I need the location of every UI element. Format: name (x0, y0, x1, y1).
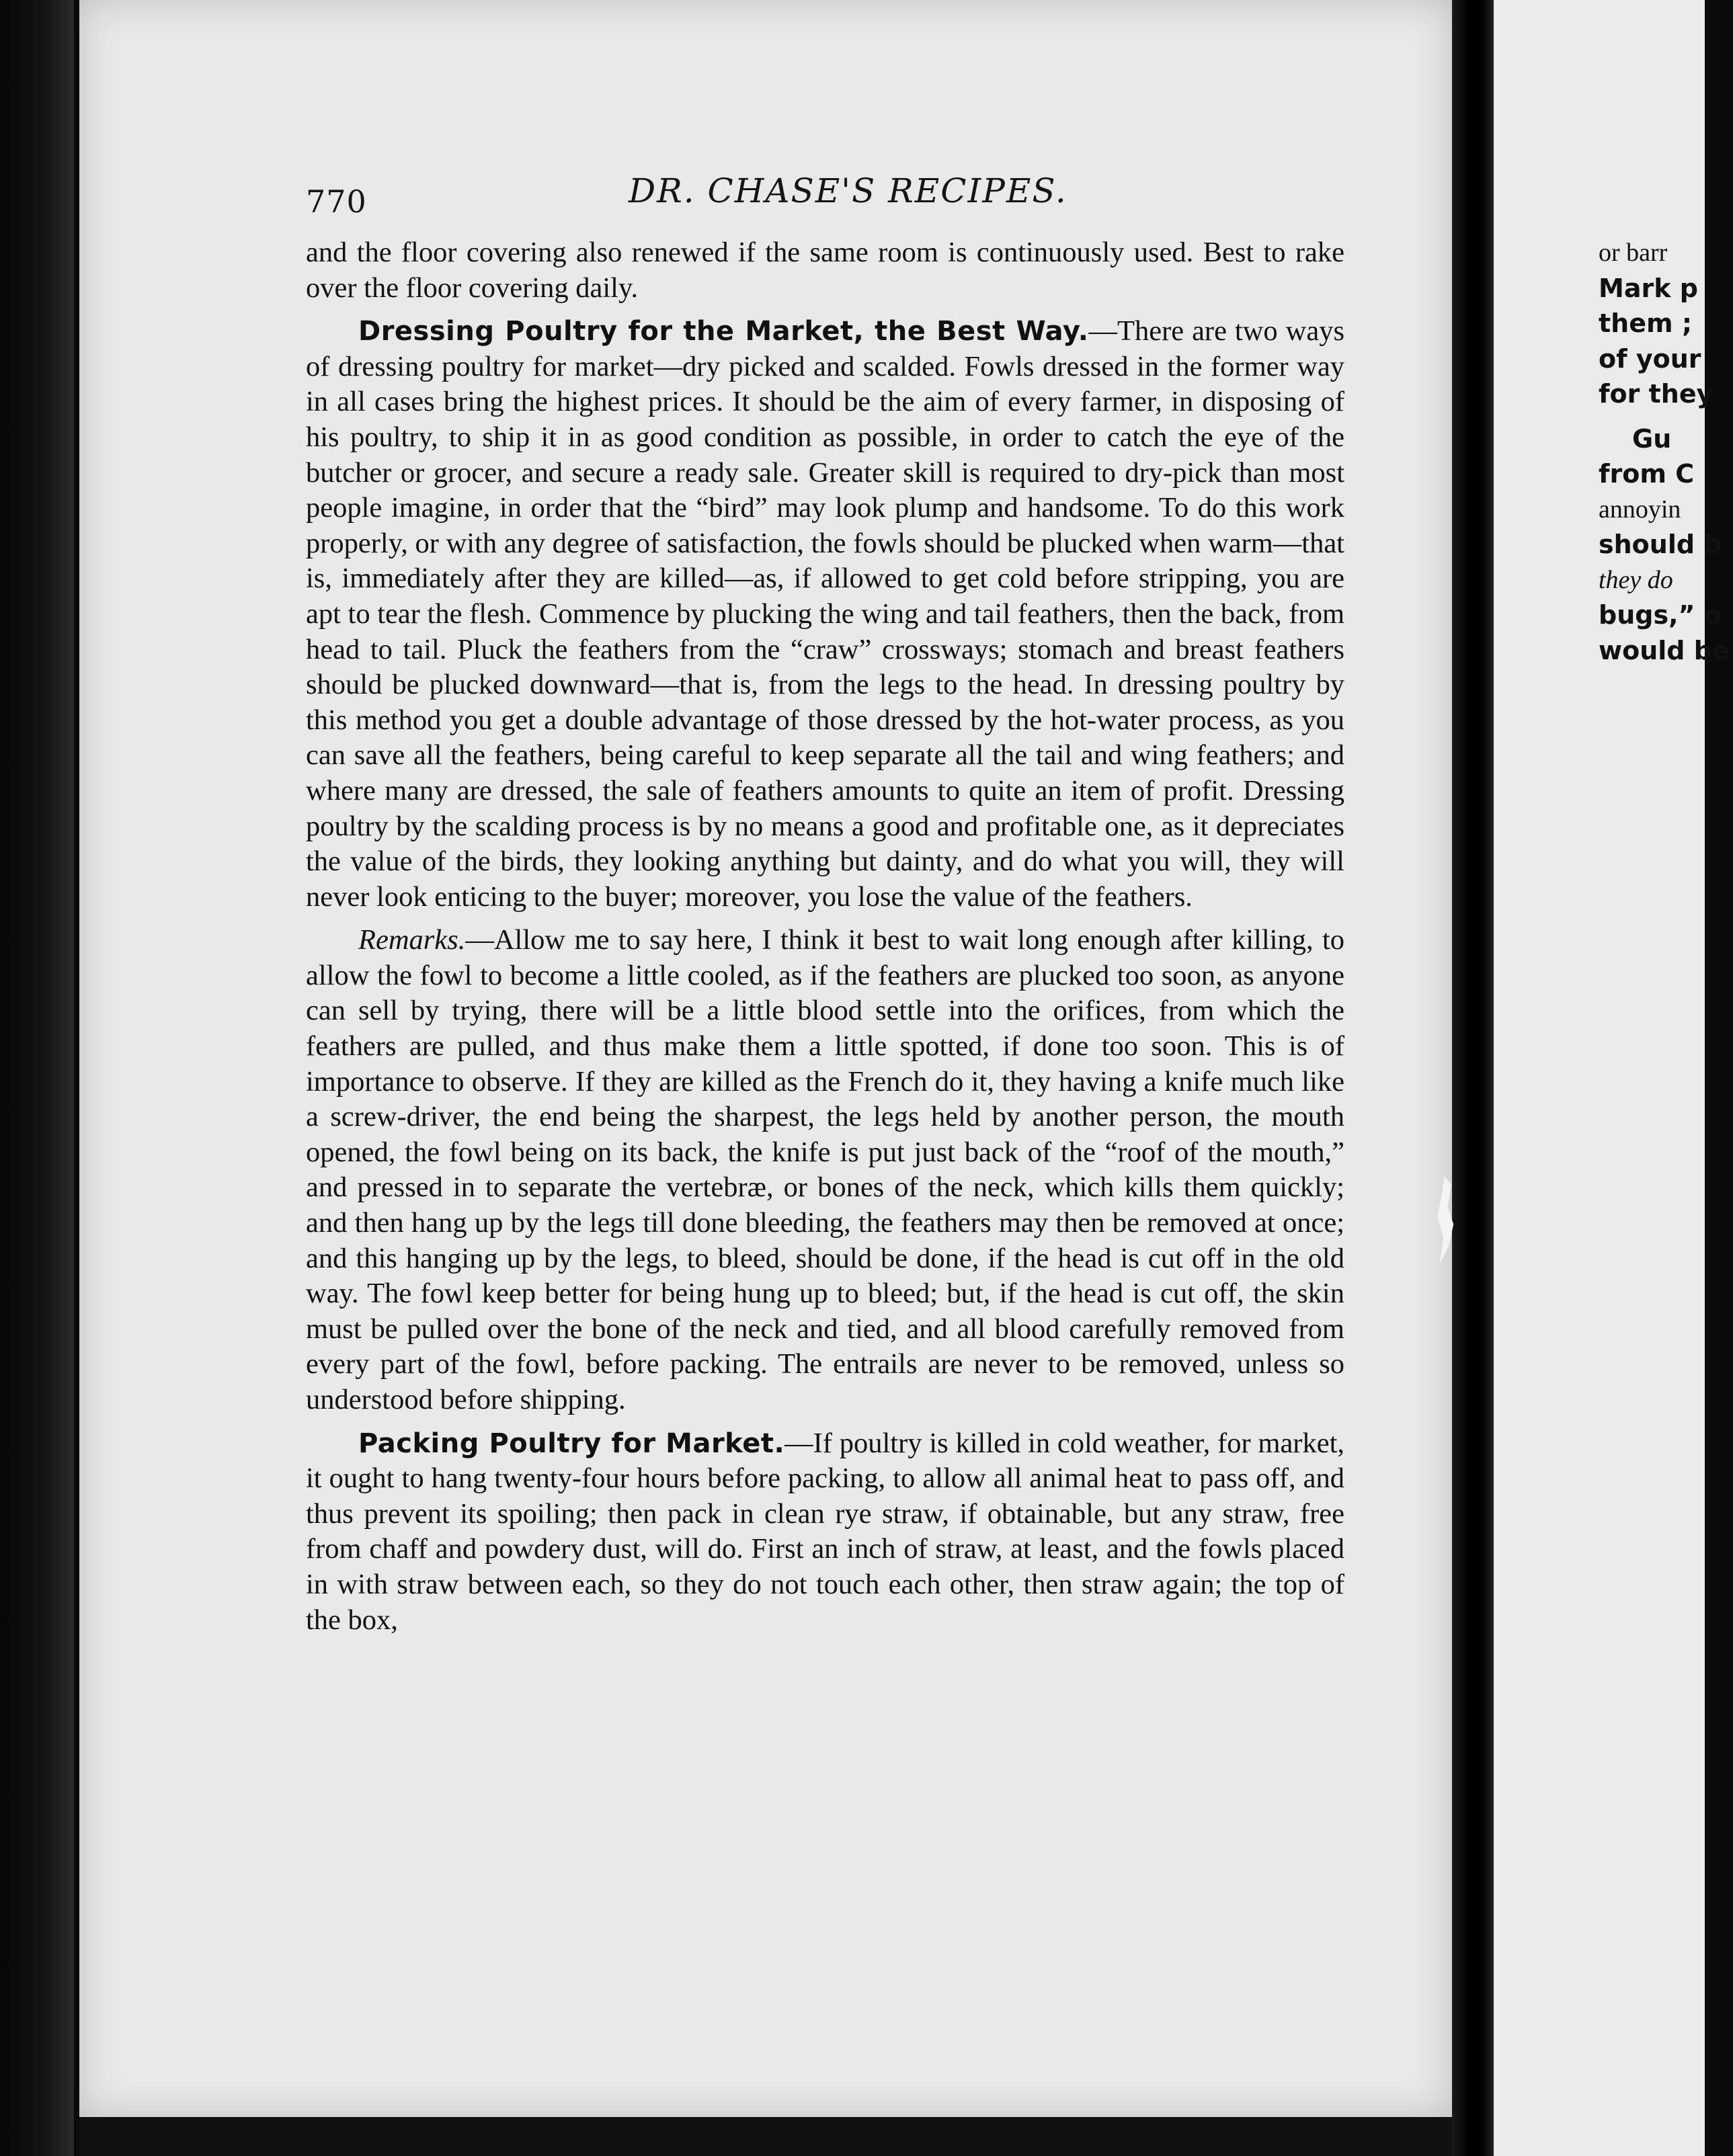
right-line: bugs,” o (1599, 600, 1722, 630)
right-line: they do (1599, 565, 1673, 594)
right-line: annoyin (1599, 495, 1681, 524)
right-page-text-fragment (1599, 235, 1733, 668)
paragraph-continuation: and the floor covering also renewed if the same room is continuously used. Best to rake over the floor covering daily. (306, 237, 1344, 304)
paragraph-text: —Allow me to say here, I think it best to wait long enough after killing, to allow the fowl to become a little cooled, as if the feathers are plucked too soon, as anyone can sell by trying, there will be a little blood settle into the orifices, from which the feathers are pulled, and thus make them a little spotted, if done too soon. This is of importance to observe. If they are killed as the French do it, they having a knife much like a screw-driver, the end being the sharpest, the legs held by another person, the mouth opened, the fowl being on its back, the knife is put just back of the “roof of the mouth,” and pressed in to separate the vertebræ, or bones of the neck, which kills them quickly; and then hang up by the legs till done bleeding, the feathers may then be removed at once; and this hanging up by the legs, to bleed, should be done, if the head is cut off in the old way. The fowl keep better for being hung up to bleed; but, if the head is cut off, the skin must be pulled over the bone of the neck and tied, and all blood carefully removed from every part of the fowl, before packing. The entrails are never to be removed, unless so understood before shipping. (306, 924, 1344, 1415)
remarks-label: Remarks. (358, 924, 466, 956)
scan-bottom-edge (79, 2117, 1452, 2156)
right-line: them ; (1599, 308, 1693, 338)
right-line: or barr (1599, 239, 1668, 267)
running-head (306, 171, 1355, 225)
paragraph-dressing-poultry (306, 314, 1344, 915)
book-title: DR. CHASE'S RECIPES. (629, 171, 1067, 210)
page-body (306, 235, 1344, 1646)
right-heading-line: Gu (1632, 423, 1672, 454)
section-heading-dressing-poultry: Dressing Poultry for the Market, the Best Way. (358, 316, 1089, 347)
right-heading-line: from C (1599, 459, 1695, 489)
paragraph-text: —If poultry is killed in cold weather, for market, it ought to hang twenty-four hours before packing, to allow all animal heat to pass off, and thus prevent its spoiling; then pack in clean rye straw, if obtainable, but any straw, free from chaff and powdery dust, will do. First an inch of straw, at least, and the fowls placed in with straw between each, so they do not touch each other, then straw again; the top of the box, (306, 1427, 1345, 1636)
right-line: would be (1599, 635, 1730, 665)
right-line: Mark p (1599, 273, 1698, 303)
paragraph-text: —There are two ways of dressing poultry for market—dry picked and scalded. Fowls dressed in the former way in all cases bring the highest prices. It should be the aim of every farmer, in disposing of his poultry, to ship it in as good condition as possible, in order to catch the eye of the butcher or grocer, and secure a ready sale. Greater skill is required to dry-pick than most people imagine, in order that the “bird” may look plump and handsome. To do this work properly, or with any degree of satisfaction, the fowls should be plucked when warm—that is, immediately after they are killed—as, if allowed to get cold before stripping, you are apt to tear the flesh. Commence by plucking the wing and tail feathers, then the back, from head to tail. Pluck the feathers from the “craw” crossways; stomach and breast feathers should be plucked downward—that is, from the legs to the head. In dressing poultry by this method you get a double advantage of those dressed by the hot-water process, as you can save all the feathers, being careful to keep separate all the tail and wing feathers; and where many are dressed, the sale of feathers amounts to quite an item of profit. Dressing poultry by the scalding process is by no means a good and profitable one, as it depreciates the value of the birds, they looking anything but dainty, and do what you will, they will never look enticing to the buyer; moreover, you lose the value of the feathers. (306, 315, 1344, 913)
right-line: should b (1599, 530, 1722, 559)
right-line: of your (1599, 343, 1701, 374)
book-gutter (1452, 0, 1494, 2156)
right-line: for they (1599, 379, 1714, 409)
section-heading-packing-poultry: Packing Poultry for Market. (358, 1427, 785, 1459)
scan-left-edge (0, 0, 74, 2156)
paragraph-packing-poultry (306, 1426, 1344, 1639)
page-number: 770 (306, 183, 367, 220)
paragraph-remarks (306, 923, 1344, 1417)
